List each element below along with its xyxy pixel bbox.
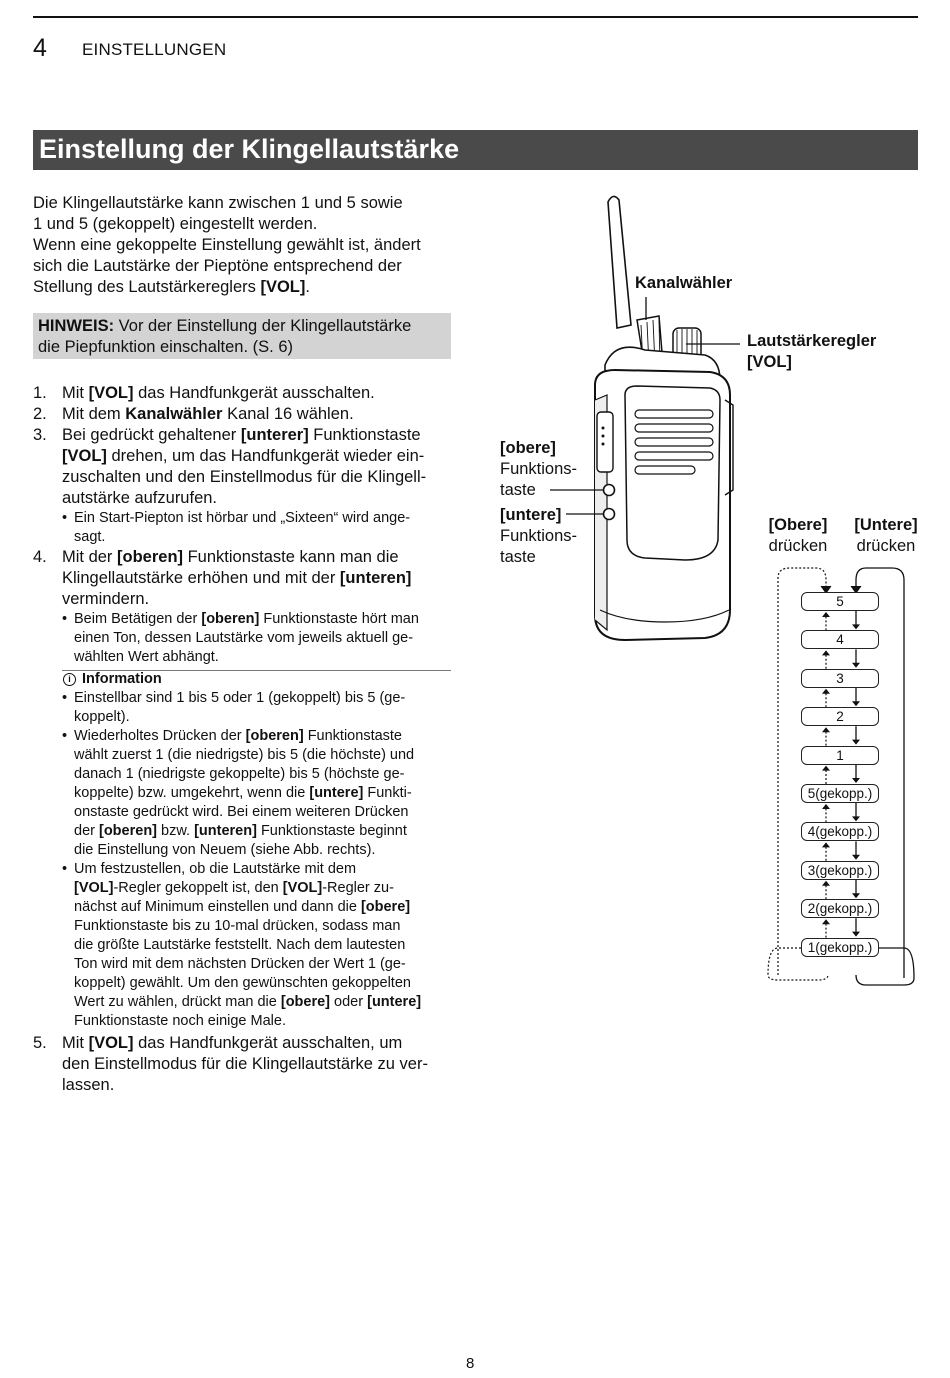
volume-level-box: 3(gekopp.)	[801, 861, 879, 880]
step-text: lassen.	[62, 1076, 115, 1094]
info-line: koppelt) gewählt. Um den gewünschten gekoppelten	[74, 975, 411, 991]
intro-line: Die Klingellautstärke kann zwischen 1 und 5 sowie	[33, 194, 403, 212]
downward-arrow-head	[852, 663, 860, 668]
step-text: Bei gedrückt gehaltener	[62, 426, 241, 444]
downward-arrow-head	[852, 740, 860, 745]
step-text: das Handfunkgerät ausschalten, um	[133, 1034, 403, 1052]
info-text: bzw.	[157, 823, 195, 839]
info-text: koppelte) bzw. umgekehrt, wenn die	[74, 785, 310, 801]
info-text: Funktionstaste beginnt	[256, 823, 407, 839]
volume-level-box: 3	[801, 669, 879, 688]
info-bold: [unteren]	[194, 823, 257, 839]
header-line: [Obere]	[768, 516, 828, 534]
intro-line: 1 und 5 (gekoppelt) eingestellt werden.	[33, 215, 318, 233]
info-text: Wert zu wählen, drückt man die	[74, 994, 281, 1010]
intro-text: Stellung des Lautstärkereglers	[33, 278, 261, 296]
note-label: HINWEIS:	[38, 317, 115, 335]
step-text: zuschalten und den Einstellmodus für die Klingell-	[62, 468, 427, 486]
note-line: Vor der Einstellung der Klingellautstärke	[114, 317, 412, 335]
page-number: 8	[466, 1355, 475, 1372]
info-line: onstaste gedrückt wird. Bei einem weiteren Drücken	[74, 804, 409, 820]
step-bold: [oberen]	[117, 548, 184, 566]
bullet-line: • Ein Start-Piepton ist hörbar und „Sixteen“ wird ange-	[74, 510, 411, 526]
label-line: taste	[500, 548, 536, 566]
step-text: Mit dem	[62, 405, 126, 423]
upward-arrow-head	[822, 727, 830, 732]
info-line: • Um festzustellen, ob die Lautstärke mit dem	[74, 861, 357, 877]
info-bold: [untere]	[367, 994, 422, 1010]
info-line: die Einstellung von Neuem (siehe Abb. rechts).	[74, 842, 376, 858]
downward-arrow-head	[852, 932, 860, 937]
section-title: Einstellung der Klingellautstärke	[39, 134, 460, 164]
upward-arrow-head	[822, 612, 830, 617]
info-line: wählt zuerst 1 (die niedrigste) bis 5 (die höchste) und	[74, 747, 415, 763]
step-bold: [unteren]	[339, 569, 412, 587]
info-text: -Regler zu-	[322, 880, 394, 896]
volume-level-box: 1	[801, 746, 879, 765]
step-text: drehen, um das Handfunkgerät wieder ein-	[106, 447, 425, 465]
note-line: die Piepfunktion einschalten. (S. 6)	[38, 338, 293, 356]
bullet-line: sagt.	[74, 529, 106, 545]
info-line: Funktionstaste bis zu 10-mal drücken, sodass man	[74, 918, 401, 934]
downward-arrow-head	[852, 701, 860, 706]
info-line: danach 1 (niedrigste gekoppelte) bis 5 (höchste ge-	[74, 766, 405, 782]
info-text: Wiederholtes Drücken der	[74, 728, 246, 744]
info-line: Ton wird mit dem nächsten Drücken der Wert 1 (ge-	[74, 956, 406, 972]
upward-arrow-head	[822, 650, 830, 655]
step-bold: [VOL]	[88, 1034, 134, 1052]
information-title: Information	[82, 671, 162, 687]
label-line: [VOL]	[747, 353, 792, 371]
header-line: [Untere]	[854, 516, 918, 534]
info-bold: [untere]	[309, 785, 364, 801]
info-icon: i	[63, 673, 76, 686]
label-line: Lautstärkeregler	[747, 332, 877, 350]
bullet-bold: [oberen]	[201, 611, 260, 627]
info-text: -Regler gekoppelt ist, den	[113, 880, 283, 896]
info-line: koppelt).	[74, 709, 130, 725]
step-number: 5.	[33, 1034, 47, 1052]
upward-arrow-head	[822, 881, 830, 886]
info-text: Funkti-	[363, 785, 412, 801]
downward-arrow-head	[852, 893, 860, 898]
info-line: • Einstellbar sind 1 bis 5 oder 1 (gekoppelt) bis 5 (ge-	[74, 690, 406, 706]
info-bold: [obere]	[360, 899, 411, 915]
step-text: Mit der	[62, 548, 118, 566]
intro-text: .	[305, 278, 310, 296]
step-text: den Einstellmodus für die Klingellautstärke zu ver-	[62, 1055, 428, 1073]
chapter-title: EINSTELLUNGEN	[82, 40, 227, 59]
volume-level-box: 1(gekopp.)	[801, 938, 879, 957]
upward-arrow-head	[822, 766, 830, 771]
bullet-text: Beim Betätigen der	[74, 611, 202, 627]
downward-arrow-head	[852, 778, 860, 783]
info-line: Funktionstaste noch einige Male.	[74, 1013, 286, 1029]
intro-line: sich die Lautstärke der Pieptöne entsprechend der	[33, 257, 402, 275]
step-bold: Kanalwähler	[125, 405, 223, 423]
volume-level-box: 2	[801, 707, 879, 726]
step-bold: [VOL]	[62, 447, 107, 465]
label-line: [obere]	[500, 439, 556, 457]
step-bold: [unterer]	[240, 426, 309, 444]
bullet-text: Funktionstaste hört man	[259, 611, 419, 627]
volume-level-box: 4	[801, 630, 879, 649]
info-text: der	[74, 823, 99, 839]
info-bold: [VOL]	[74, 880, 114, 896]
upward-arrow-head	[822, 919, 830, 924]
upward-arrow-head	[822, 804, 830, 809]
info-bold: [oberen]	[99, 823, 157, 839]
step-number: 3.	[33, 426, 47, 444]
volume-level-box: 5	[801, 592, 879, 611]
step-text: vermindern.	[62, 590, 150, 608]
step-bold: [VOL]	[88, 384, 134, 402]
step-text: Funktionstaste	[308, 426, 421, 444]
info-bold: [oberen]	[245, 728, 304, 744]
info-bold: [obere]	[280, 994, 331, 1010]
downward-arrow-head	[852, 624, 860, 629]
header-line: drücken	[768, 537, 828, 555]
label-line: Funktions-	[500, 460, 578, 478]
step-text: Mit	[62, 1034, 89, 1052]
info-text: Funktionstaste	[303, 728, 402, 744]
step-text: Klingellautstärke erhöhen und mit der	[62, 569, 340, 587]
downward-arrow-head	[852, 816, 860, 821]
info-text: oder	[330, 994, 368, 1010]
volume-level-box: 5(gekopp.)	[801, 784, 879, 803]
step-text: autstärke aufzurufen.	[62, 489, 218, 507]
info-bold: [VOL]	[282, 880, 323, 896]
upward-arrow-head	[822, 689, 830, 694]
downward-arrow-head	[852, 855, 860, 860]
step-number: 4.	[33, 548, 47, 566]
step-number: 2.	[33, 405, 47, 423]
bullet-line: wählten Wert abhängt.	[74, 649, 219, 665]
intro-bold: [VOL]	[260, 278, 306, 296]
step-text: das Handfunkgerät ausschalten.	[133, 384, 375, 402]
kanalwaehler-label: Kanalwähler	[635, 274, 733, 292]
intro-line: Wenn eine gekoppelte Einstellung gewählt ist, ändert	[33, 236, 421, 254]
step-number: 1.	[33, 384, 47, 402]
step-text: Kanal 16 wählen.	[222, 405, 354, 423]
info-text: nächst auf Minimum einstellen und dann die	[74, 899, 361, 915]
upward-arrow-head	[822, 842, 830, 847]
step-text: Mit	[62, 384, 89, 402]
volume-level-box: 4(gekopp.)	[801, 822, 879, 841]
step-text: Funktionstaste kann man die	[183, 548, 399, 566]
header-line: drücken	[856, 537, 916, 555]
label-line: Funktions-	[500, 527, 578, 545]
chapter-number: 4	[33, 34, 47, 62]
volume-level-box: 2(gekopp.)	[801, 899, 879, 918]
info-line: die größte Lautstärke feststellt. Nach dem lautesten	[74, 937, 406, 953]
label-line: [untere]	[500, 506, 562, 524]
label-line: taste	[500, 481, 536, 499]
bullet-line: einen Ton, dessen Lautstärke vom jeweils aktuell ge-	[74, 630, 414, 646]
